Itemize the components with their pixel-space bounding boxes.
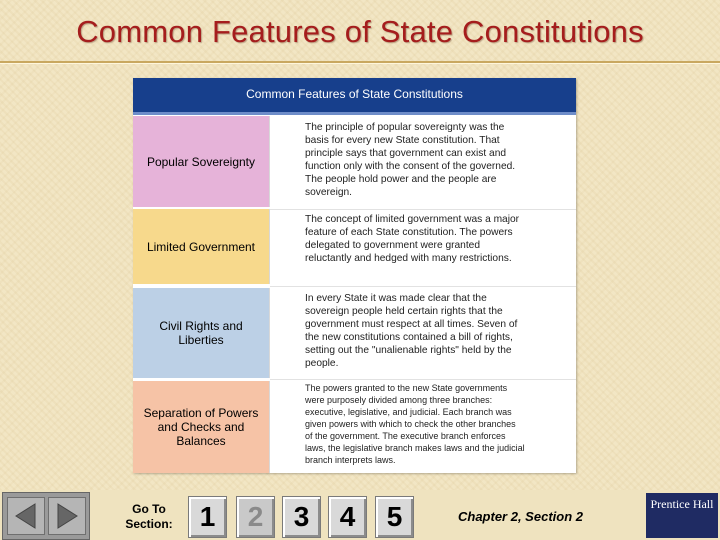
next-button[interactable] <box>48 497 86 535</box>
row-description-separation-of-powers: The powers granted to the new State governments were purposely divided among three branches: executive, legislative, and judicial. Each branch was given powers with which to check the other branches of the government. The executive branch enforces laws, the legislative branch makes laws and the judicial branch interprets laws. <box>305 383 525 465</box>
section-3-button[interactable]: 3 <box>282 496 321 538</box>
row-label-separation-of-powers: Separation of Powers and Checks and Balances <box>133 381 270 473</box>
row-label-limited-government: Limited Government <box>133 209 270 284</box>
row-description-civil-rights: In every State it was made clear that the sovereign people held certain rights that the government must respect at all times. Seven of the new constitutions contained a bill of rights, setting out the "unalienable rights" held by the people. <box>305 293 518 369</box>
section-2-button[interactable]: 2 <box>236 496 275 538</box>
row-description-limited-government: The concept of limited government was a major feature of each State constitution. The powers delegated to government were granted reluctantly and hedged with many restrictions. <box>305 214 520 264</box>
features-table <box>133 78 576 473</box>
row-divider <box>270 286 576 287</box>
row-label-popular-sovereignty: Popular Sovereignty <box>133 116 270 207</box>
row-divider <box>270 209 576 210</box>
previous-button[interactable] <box>7 497 45 535</box>
title-divider <box>0 61 720 64</box>
prentice-hall-logo[interactable] <box>646 493 718 538</box>
logo-text: Prentice Hall <box>650 497 714 511</box>
go-to-section-label: Go To Section: <box>125 502 173 531</box>
chapter-section-label: Chapter 2, Section 2 <box>458 509 583 524</box>
slide-title: Common Features of State Constitutions <box>76 14 644 49</box>
row-label-civil-rights: Civil Rights and Liberties <box>133 288 270 378</box>
section-1-button[interactable]: 1 <box>188 496 227 538</box>
section-4-button[interactable]: 4 <box>328 496 367 538</box>
table-header: Common Features of State Constitutions <box>133 78 576 115</box>
section-5-button[interactable]: 5 <box>375 496 414 538</box>
row-divider <box>270 379 576 380</box>
arrow-nav-panel <box>2 492 90 540</box>
row-description-popular-sovereignty: The principle of popular sovereignty was the basis for every new State constitution. That principle says that government can exist and function only with the consent of the governed. The people hold power and the people are sovereign. <box>305 122 516 198</box>
